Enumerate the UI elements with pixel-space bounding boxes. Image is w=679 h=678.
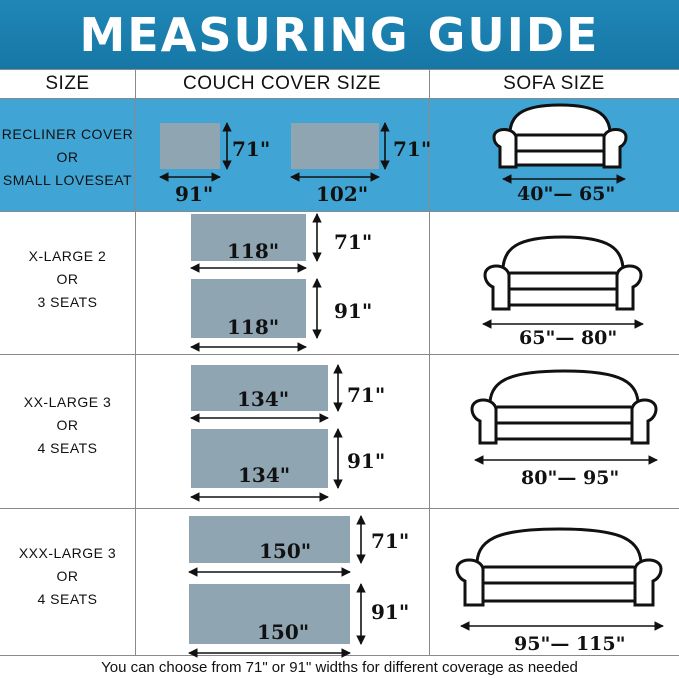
column-header-sofa: SOFA SIZE (503, 72, 605, 94)
row-divider (0, 98, 679, 99)
footer-note: You can choose from 71" or 91" widths for different coverage as needed (101, 658, 578, 676)
column-header-cover: COUCH COVER SIZE (182, 72, 382, 94)
sofa-icon (468, 367, 660, 449)
sofa-range: 95"— 115" (514, 633, 626, 655)
sofa-icon (481, 233, 645, 315)
page-title: MEASURING GUIDE (79, 7, 600, 62)
cover-height: 71" (347, 383, 386, 407)
cover-width: 91" (175, 182, 214, 206)
row-divider (0, 211, 679, 212)
cover-height: 71" (371, 529, 410, 553)
sofa-range: 65"— 80" (519, 327, 618, 349)
measuring-table (0, 69, 679, 656)
row-divider (0, 354, 679, 355)
sofa-icon (490, 101, 630, 173)
size-label: X-LARGE 2 OR 3 SEATS (28, 248, 107, 310)
size-label: XX-LARGE 3 OR 4 SEATS (23, 394, 112, 456)
cover-width: 134" (238, 463, 291, 487)
cover-swatch (160, 123, 220, 169)
sofa-range: 80"— 95" (521, 467, 620, 489)
cover-height: 71" (232, 137, 271, 161)
sofa-range: 40"— 65" (517, 183, 616, 205)
cover-swatch (291, 123, 379, 169)
size-label: RECLINER COVER OR SMALL LOVESEAT (1, 126, 134, 188)
row-divider (0, 508, 679, 509)
cover-width: 118" (227, 239, 280, 263)
size-label: XXX-LARGE 3 OR 4 SEATS (18, 545, 117, 607)
column-header-size: SIZE (45, 72, 90, 94)
cover-height: 71" (334, 230, 373, 254)
cover-height: 91" (371, 600, 410, 624)
cover-width: 150" (259, 539, 312, 563)
header-banner (0, 0, 679, 69)
cover-height: 91" (334, 299, 373, 323)
cover-height: 91" (347, 449, 386, 473)
cover-width: 102" (316, 182, 369, 206)
cover-width: 118" (227, 315, 280, 339)
cover-height: 71" (393, 137, 432, 161)
column-divider (135, 69, 136, 656)
cover-width: 134" (237, 387, 290, 411)
sofa-icon (453, 525, 665, 611)
cover-width: 150" (257, 620, 310, 644)
